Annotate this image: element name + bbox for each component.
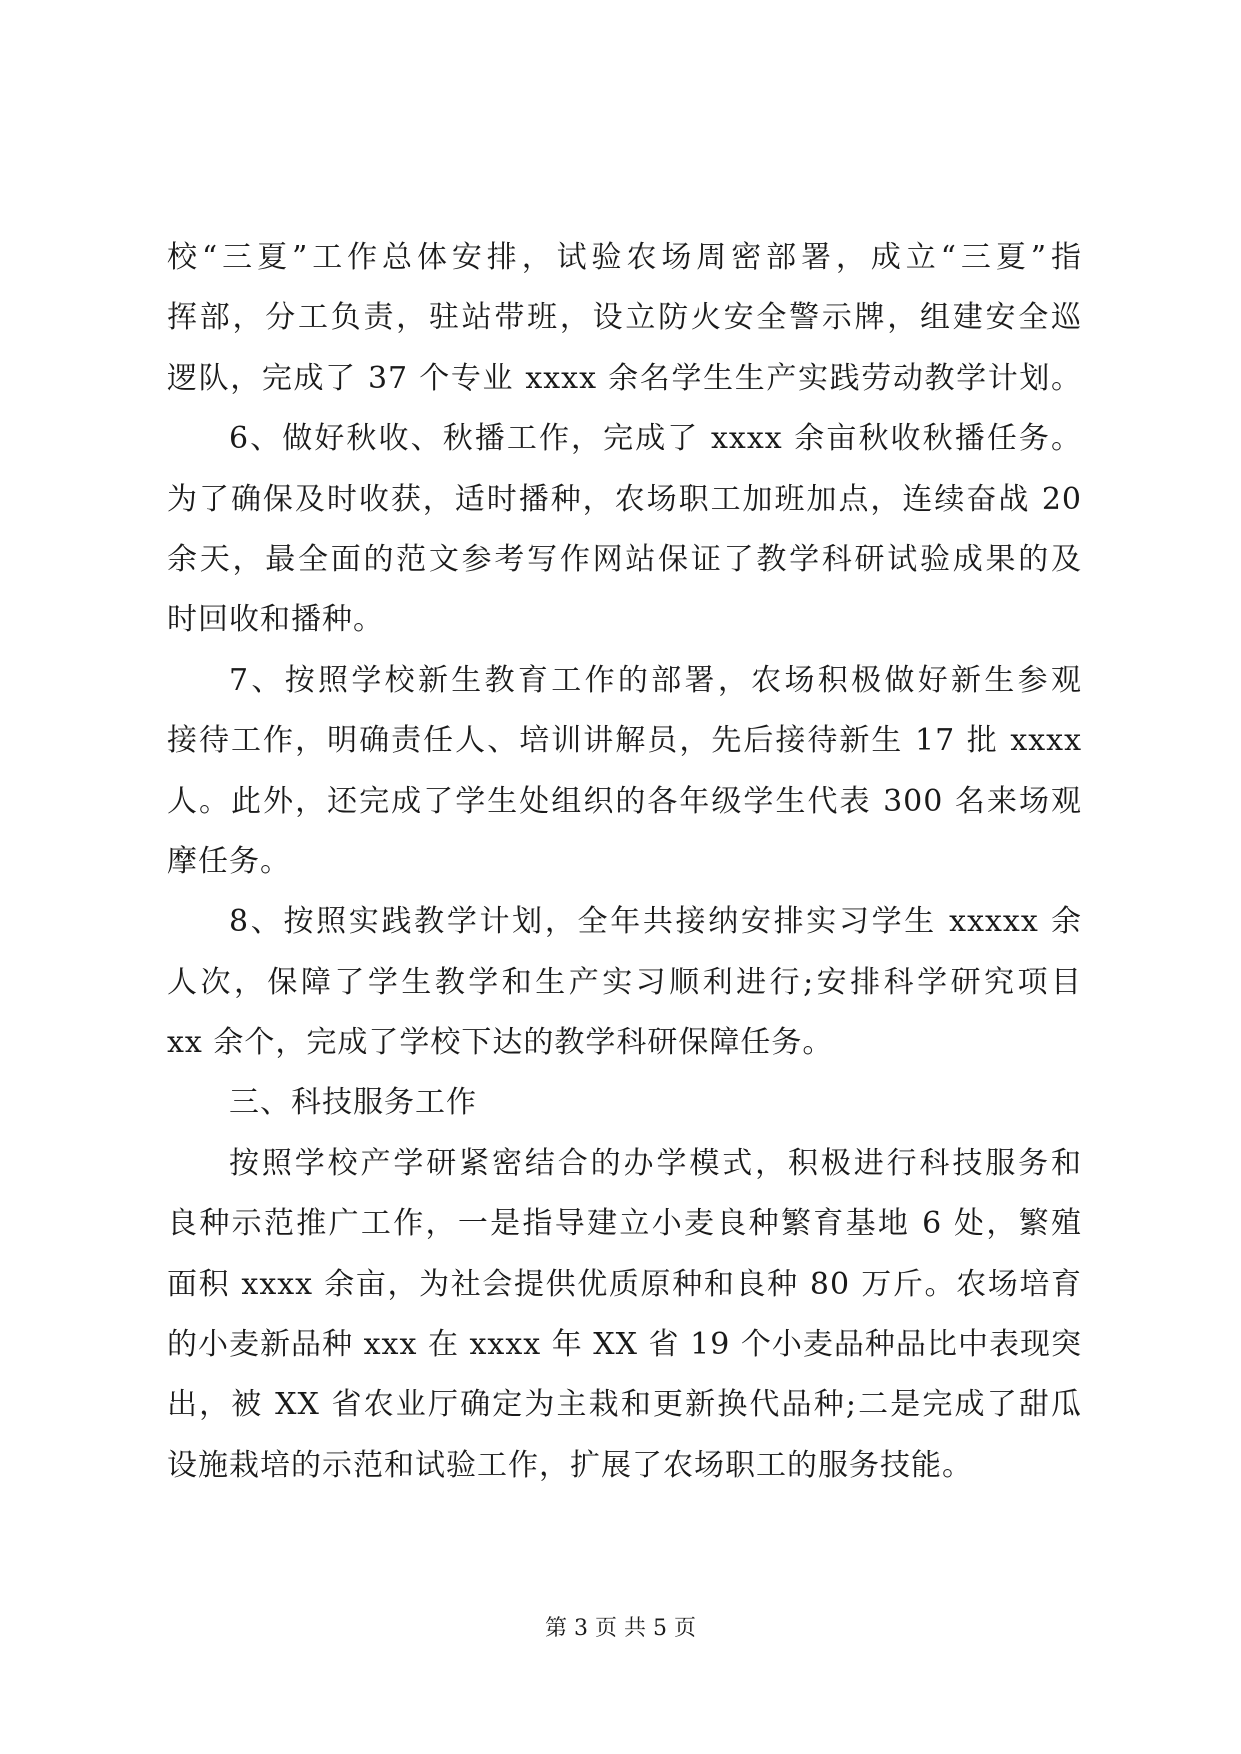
- text-line: 8、按照实践教学计划，全年共接纳安排实习学生 xxxxx 余: [229, 904, 1082, 940]
- text-line: xx 余个，完成了学校下达的教学科研保障任务。: [167, 1025, 834, 1061]
- text-line: 良种示范推广工作，一是指导建立小麦良种繁育基地 6 处，繁殖: [167, 1206, 1082, 1242]
- text-line: 按照学校产学研紧密结合的办学模式，积极进行科技服务和: [229, 1145, 1082, 1181]
- page-number-footer: 第 3 页 共 5 页: [545, 1616, 696, 1641]
- text-line: 为了确保及时收获，适时播种，农场职工加班加点，连续奋战 20: [167, 481, 1082, 517]
- text-line: 人次，保障了学生教学和生产实习顺利进行;安排科学研究项目: [167, 964, 1082, 1000]
- text-line: 校“三夏”工作总体安排，试验农场周密部署，成立“三夏”指: [167, 240, 1082, 275]
- section-heading: 三、科技服务工作: [229, 1085, 477, 1121]
- text-line: 面积 xxxx 余亩，为社会提供优质原种和良种 80 万斤。农场培育: [167, 1266, 1082, 1302]
- text-line: 7、按照学校新生教育工作的部署，农场积极做好新生参观: [229, 662, 1082, 698]
- text-line: 逻队，完成了 37 个专业 xxxx 余名学生生产实践劳动教学计划。: [167, 360, 1082, 396]
- text-line: 设施栽培的示范和试验工作，扩展了农场职工的服务技能。: [167, 1447, 973, 1483]
- text-line: 摩任务。: [167, 843, 291, 879]
- text-line: 余天，最全面的范文参考写作网站保证了教学科研试验成果的及: [167, 541, 1082, 577]
- text-line: 6、做好秋收、秋播工作，完成了 xxxx 余亩秋收秋播任务。: [229, 421, 1082, 457]
- text-line: 时回收和播种。: [167, 602, 384, 638]
- document-body: [167, 228, 1082, 1496]
- text-line: 挥部，分工负责，驻站带班，设立防火安全警示牌，组建安全巡: [167, 300, 1082, 336]
- text-line: 接待工作，明确责任人、培训讲解员，先后接待新生 17 批 xxxx: [167, 723, 1082, 759]
- text-line: 人。此外，还完成了学生处组织的各年级学生代表 300 名来场观: [167, 783, 1082, 819]
- text-line: 出，被 XX 省农业厅确定为主栽和更新换代品种;二是完成了甜瓜: [167, 1387, 1082, 1423]
- text-line: 的小麦新品种 xxx 在 xxxx 年 XX 省 19 个小麦品种品比中表现突: [167, 1327, 1082, 1363]
